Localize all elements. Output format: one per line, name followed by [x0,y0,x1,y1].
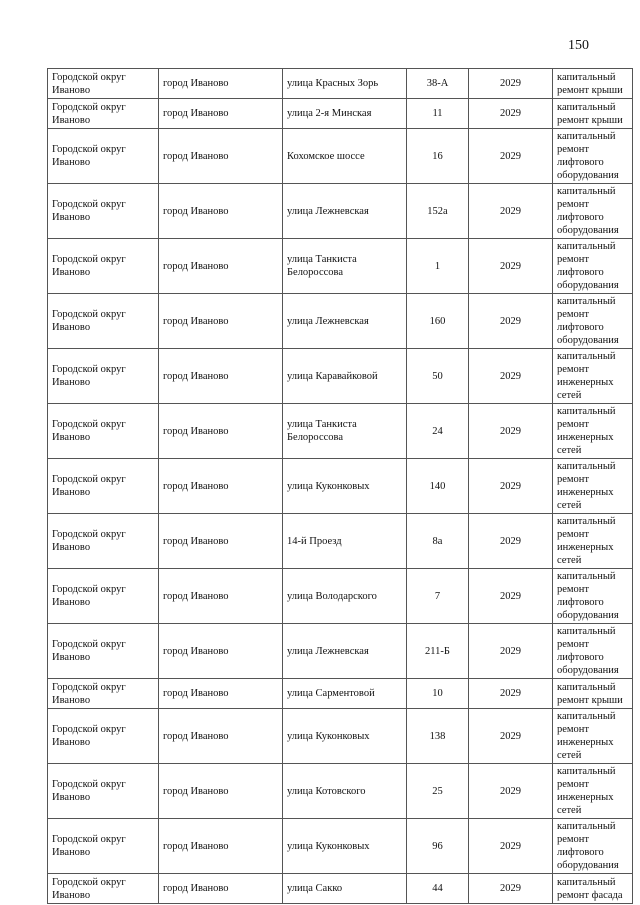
municipality-cell: Городской округ Иваново [48,459,159,514]
year-cell: 2029 [469,129,553,184]
municipality-cell: Городской округ Иваново [48,624,159,679]
year-cell: 2029 [469,349,553,404]
city-cell: город Иваново [159,569,283,624]
municipality-cell: Городской округ Иваново [48,294,159,349]
work-type-cell: капитальный ремонт лифтового оборудования [553,624,633,679]
house-number-cell: 16 [407,129,469,184]
year-cell: 2029 [469,709,553,764]
street-cell: улица Лежневская [283,624,407,679]
municipality-cell: Городской округ Иваново [48,349,159,404]
work-type-cell: капитальный ремонт лифтового оборудования [553,239,633,294]
table-row [48,129,633,184]
city-cell: город Иваново [159,294,283,349]
year-cell: 2029 [469,679,553,709]
municipality-cell: Городской округ Иваново [48,819,159,874]
year-cell: 2029 [469,819,553,874]
street-cell: улица Володарского [283,569,407,624]
table-row [48,99,633,129]
street-cell: улица Лежневская [283,294,407,349]
year-cell: 2029 [469,459,553,514]
house-number-cell: 24 [407,404,469,459]
year-cell: 2029 [469,874,553,904]
municipality-cell: Городской округ Иваново [48,69,159,99]
city-cell: город Иваново [159,184,283,239]
city-cell: город Иваново [159,819,283,874]
table-row [48,349,633,404]
house-number-cell: 152а [407,184,469,239]
table-row [48,624,633,679]
work-type-cell: капитальный ремонт крыши [553,99,633,129]
street-cell: улица Лежневская [283,184,407,239]
work-type-cell: капитальный ремонт инженерных сетей [553,404,633,459]
work-type-cell: капитальный ремонт фасада [553,874,633,904]
work-type-cell: капитальный ремонт инженерных сетей [553,514,633,569]
table-row [48,184,633,239]
year-cell: 2029 [469,514,553,569]
street-cell: улица Танкиста Белороссова [283,239,407,294]
municipality-cell: Городской округ Иваново [48,99,159,129]
work-type-cell: капитальный ремонт крыши [553,679,633,709]
house-number-cell: 38-А [407,69,469,99]
street-cell: улица Куконковых [283,709,407,764]
capital-repair-table [47,68,633,904]
work-type-cell: капитальный ремонт крыши [553,69,633,99]
house-number-cell: 10 [407,679,469,709]
year-cell: 2029 [469,69,553,99]
house-number-cell: 140 [407,459,469,514]
street-cell: улица 2-я Минская [283,99,407,129]
city-cell: город Иваново [159,514,283,569]
work-type-cell: капитальный ремонт лифтового оборудования [553,819,633,874]
city-cell: город Иваново [159,874,283,904]
municipality-cell: Городской округ Иваново [48,129,159,184]
work-type-cell: капитальный ремонт лифтового оборудования [553,294,633,349]
municipality-cell: Городской округ Иваново [48,874,159,904]
city-cell: город Иваново [159,239,283,294]
table-row [48,679,633,709]
city-cell: город Иваново [159,69,283,99]
table-row [48,819,633,874]
city-cell: город Иваново [159,129,283,184]
city-cell: город Иваново [159,709,283,764]
year-cell: 2029 [469,239,553,294]
city-cell: город Иваново [159,99,283,129]
house-number-cell: 96 [407,819,469,874]
year-cell: 2029 [469,404,553,459]
house-number-cell: 25 [407,764,469,819]
house-number-cell: 1 [407,239,469,294]
municipality-cell: Городской округ Иваново [48,764,159,819]
table-row [48,514,633,569]
year-cell: 2029 [469,99,553,129]
municipality-cell: Городской округ Иваново [48,404,159,459]
house-number-cell: 44 [407,874,469,904]
table-row [48,69,633,99]
work-type-cell: капитальный ремонт инженерных сетей [553,349,633,404]
street-cell: улица Сакко [283,874,407,904]
municipality-cell: Городской округ Иваново [48,514,159,569]
city-cell: город Иваново [159,459,283,514]
page-number: 150 [568,38,589,53]
table-row [48,239,633,294]
house-number-cell: 211-Б [407,624,469,679]
municipality-cell: Городской округ Иваново [48,239,159,294]
work-type-cell: капитальный ремонт лифтового оборудования [553,184,633,239]
table-row [48,764,633,819]
municipality-cell: Городской округ Иваново [48,569,159,624]
table-row [48,294,633,349]
street-cell: улица Красных Зорь [283,69,407,99]
street-cell: Кохомское шоссе [283,129,407,184]
table-row [48,569,633,624]
year-cell: 2029 [469,294,553,349]
table-row [48,874,633,904]
work-type-cell: капитальный ремонт инженерных сетей [553,764,633,819]
street-cell: улица Куконковых [283,459,407,514]
city-cell: город Иваново [159,624,283,679]
house-number-cell: 8а [407,514,469,569]
work-type-cell: капитальный ремонт инженерных сетей [553,459,633,514]
street-cell: улица Сарментовой [283,679,407,709]
table-row [48,404,633,459]
street-cell: улица Куконковых [283,819,407,874]
house-number-cell: 7 [407,569,469,624]
city-cell: город Иваново [159,404,283,459]
municipality-cell: Городской округ Иваново [48,709,159,764]
year-cell: 2029 [469,569,553,624]
house-number-cell: 160 [407,294,469,349]
city-cell: город Иваново [159,349,283,404]
city-cell: город Иваново [159,679,283,709]
city-cell: город Иваново [159,764,283,819]
table-row [48,459,633,514]
municipality-cell: Городской округ Иваново [48,679,159,709]
work-type-cell: капитальный ремонт лифтового оборудования [553,569,633,624]
house-number-cell: 138 [407,709,469,764]
year-cell: 2029 [469,764,553,819]
street-cell: улица Котовского [283,764,407,819]
house-number-cell: 11 [407,99,469,129]
house-number-cell: 50 [407,349,469,404]
work-type-cell: капитальный ремонт инженерных сетей [553,709,633,764]
year-cell: 2029 [469,624,553,679]
municipality-cell: Городской округ Иваново [48,184,159,239]
street-cell: 14-й Проезд [283,514,407,569]
table-row [48,709,633,764]
work-type-cell: капитальный ремонт лифтового оборудования [553,129,633,184]
year-cell: 2029 [469,184,553,239]
street-cell: улица Каравайковой [283,349,407,404]
street-cell: улица Танкиста Белороссова [283,404,407,459]
